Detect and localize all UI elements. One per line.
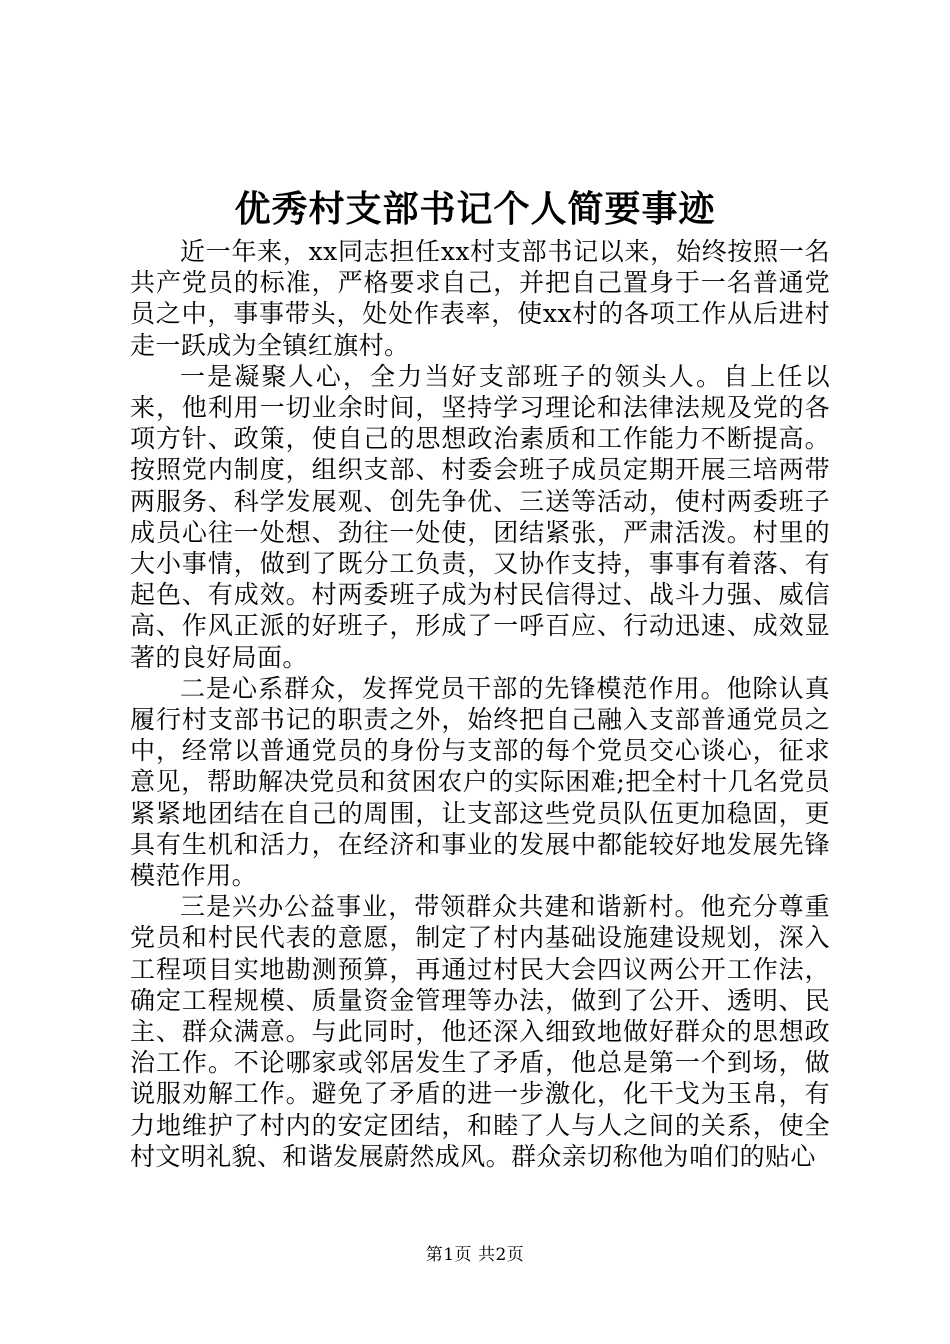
paragraph-intro: 近一年来，xx同志担任xx村支部书记以来，始终按照一名共产党员的标准，严格要求自己，并把自己置身于一名普通党员之中，事事带头，处处作表率，使xx村的各项工作从后进村走一跃成为全镇红旗村。 (130, 237, 830, 360)
document-body (130, 236, 830, 1172)
page-footer: 第1页 共2页 (425, 1245, 525, 1265)
paragraph-third-point: 三是兴办公益事业，带领群众共建和谐新村。他充分尊重党员和村民代表的意愿，制定了村内基础设施建设规划，深入工程项目实地勘测预算，再通过村民大会四议两公开工作法，确定工程规模、质量资金管理等办法，做到了公开、透明、民主、群众满意。与此同时，他还深入细致地做好群众的思想政治工作。不论哪家或邻居发生了矛盾，他总是第一个到场，做说服劝解工作。避免了矛盾的进一步激化，化干戈为玉帛，有力地维护了村内的安定团结，和睦了人与人之间的关系，使全村文明礼貌、和谐发展蔚然成风。群众亲切称他为咱们的贴心 (130, 892, 830, 1171)
paragraph-second-point: 二是心系群众，发挥党员干部的先锋模范作用。他除认真履行村支部书记的职责之外，始终把自己融入支部普通党员之中，经常以普通党员的身份与支部的每个党员交心谈心，征求意见，帮助解决党员和贫困农户的实际困难;把全村十几名党员紧紧地团结在自己的周围，让支部这些党员队伍更加稳固，更具有生机和活力，在经济和事业的发展中都能较好地发展先锋模范作用。 (130, 673, 830, 891)
document-title: 优秀村支部书记个人简要事迹 (234, 188, 716, 230)
paragraph-first-point: 一是凝聚人心，全力当好支部班子的领头人。自上任以来，他利用一切业余时间，坚持学习理论和法律法规及党的各项方针、政策，使自己的思想政治素质和工作能力不断提高。按照党内制度，组织支部、村委会班子成员定期开展三培两带两服务、科学发展观、创先争优、三送等活动，使村两委班子成员心往一处想、劲往一处使，团结紧张，严肃活泼。村里的大小事情，做到了既分工负责，又协作支持，事事有着落、有起色、有成效。村两委班子成为村民信得过、战斗力强、威信高、作风正派的好班子，形成了一呼百应、行动迅速、成效显著的良好局面。 (130, 361, 830, 672)
